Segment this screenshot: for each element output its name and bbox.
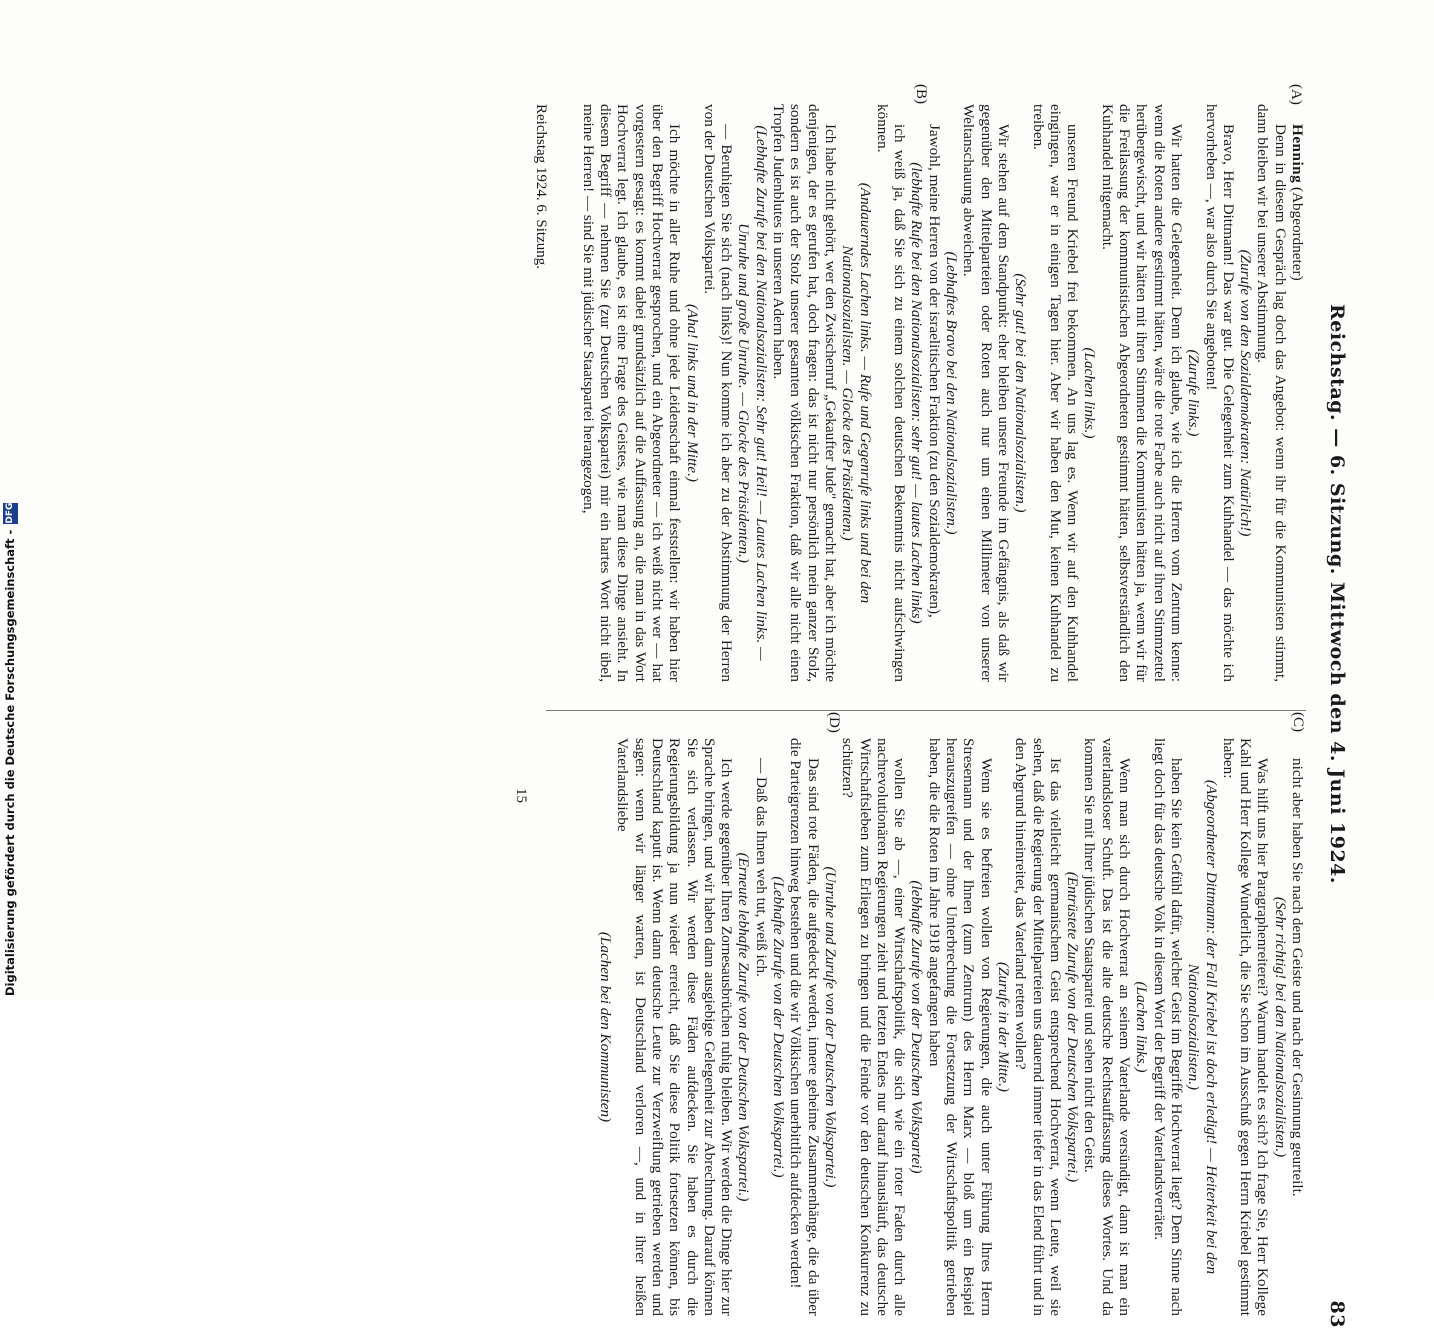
- speaker-line: [1289, 104, 1306, 682]
- stage-direction: (lebhafte Zurufe von der Deutschen Volkspartei): [908, 880, 926, 1174]
- stage-direction: (Erneute lebhafte Zurufe von der Deutschen Volkspartei.): [735, 852, 753, 1202]
- stage-direction: (Lachen links.): [1081, 347, 1099, 439]
- stage-direction: (Abgeordneter Dittmann: der Fall Kriebel ist doch erledigt! — Heiterkeit bei den Nationalsozialisten.): [1185, 779, 1220, 1275]
- speech-paragraph: Ist das vielleicht germanischem Geist entsprechend Hochverrat, wenn Leute, weil sie sehen, daß die Regierung der Mittelparteien uns dauernd immer tiefer in das Elend führt und in den Abgrund hineinreitet, das Vaterland retten wollen?: [1012, 738, 1064, 1316]
- speech-paragraph: Bravo, Herr Dittmann! Das war gut. Die Gelegenheit zum Kuhhandel — das möchte ich hervorheben —, war also durch Sie angeboten!: [1202, 104, 1237, 682]
- speech-paragraph: Wenn man sich durch Hochverrat an seinem Vaterlande versündigt, dann ist man ein vaterlandsloser Schuft. Das ist die alte deutsche Rechtsauffassung dieses Wortes. Und da kommen Sie mit Ihrer jüdischen Staatspartei und sehen nicht den Geist.: [1081, 738, 1134, 1316]
- speech-paragraph: Wir stehen auf dem Standpunkt: eher bleiben unsere Freunde im Gefängnis, als daß wir gegenüber den Mittelparteien oder Roten auch nur um einen Millimeter von unserer Weltanschauung abweichen.: [960, 104, 1012, 682]
- stage-direction: (Zurufe in der Mitte.): [994, 962, 1012, 1092]
- left-column: [566, 104, 1306, 682]
- speech-paragraph: Wenn sie es befreien wollen von Regierungen, die auch unter Führung Ihres Herrn Stresemann und der Ihnen (zum Zentrum) des Herrn Marx — bloß um ein Beispiel herauszugreifen — ohne Unterbrechung die Fortsetzung der Wirtschaftspolitik getrieben haben, die die Roten im Jahre 1918 angefangen haben: [925, 738, 995, 1316]
- speech-paragraph: nicht aber haben Sie nach dem Geiste und nach der Gesinnung geurteilt.: [1289, 758, 1306, 1197]
- stage-direction: (Lachen links.): [1133, 981, 1151, 1073]
- margin-mark-a: (A): [1288, 84, 1304, 105]
- margin-mark-c: (C): [1290, 712, 1306, 732]
- stage-direction: (Entrüstete Zurufe von der Deutschen Volkspartei.): [1064, 871, 1082, 1183]
- stage-direction: (Lebhafte Zurufe bei den Nationalsozialisten: Sehr gut! Heil! — Lautes Lachen links. — Unruhe und große Unruhe. — Glocke des Präsidenten.): [735, 125, 770, 661]
- dfg-logo-icon: DFG: [3, 503, 18, 524]
- footer-sheet-number: 15: [513, 788, 529, 803]
- stage-direction: (Zurufe von den Sozialdemokraten: Natürlich!): [1237, 249, 1255, 537]
- speech-paragraph: Jawohl, meine Herren von der israelitischen Fraktion (zu den Sozialdemokraten),: [925, 124, 943, 618]
- speech-paragraph: wollen Sie ab —, einer Wirtschaftspolitik, die sich wie ein roter Faden durch alle nachrevolutionären Regierungen zieht und letzten Endes nur darauf hinausläuft, das deutsche Wirtschaftsleben zum Erliegen zu bringen und die Feinde vor den deutschen Konkurrenz zu schützen?: [839, 738, 909, 1316]
- margin-mark-d: (D): [826, 712, 842, 733]
- speaker-role: (Abgeordneter): [1289, 187, 1306, 281]
- stage-direction: (Andauerndes Lachen links. — Rufe und Gegenrufe links und bei den Nationalsozialisten. — Glocke des Präsidenten.): [839, 182, 874, 604]
- column-divider: [546, 710, 1306, 711]
- credit-text: Digitalisierung gefördert durch die Deutsche Forschungsgemeinschaft -: [3, 529, 17, 996]
- speech-paragraph: ich weiß ja, daß Sie sich zu einem solchen deutschen Bekenntnis nicht aufschwingen können.: [873, 104, 909, 682]
- page-number: 83: [1326, 1300, 1348, 1328]
- digitization-credit: [0, 502, 20, 996]
- stage-direction: (Lachen bei den Kommunisten): [597, 931, 615, 1123]
- running-head-line: [1314, 104, 1348, 1328]
- speech-paragraph: Das sind rote Fäden, die aufgedeckt werden, innere geheime Zusammenhänge, die da über die Parteigrenzen hinweg bestehen und die wir Völkischen unerbittlich aufdecken werden!: [787, 738, 822, 1316]
- running-head: Reichstag. — 6. Sitzung. Mittwoch den 4. Juni 1924.: [1326, 304, 1348, 885]
- stage-direction: (Sehr richtig! bei den Nationalsozialisten.): [1271, 896, 1289, 1158]
- stage-direction: (Lebhaftes Bravo bei den Nationalsozialisten.): [943, 251, 961, 535]
- speech-paragraph: haben Sie kein Gefühl dafür, welcher Geist im Begriffe Hochverrat liegt? Dem Sinne nach liegt doch für das deutsche Volk in diesem Wort der Begriff der Vaterlandsverräter.: [1150, 738, 1185, 1316]
- stage-direction: (Lebhafte Zurufe von der Deutschen Volkspartei.): [770, 876, 788, 1178]
- stage-direction: (Aha! links und in der Mitte.): [683, 304, 701, 482]
- right-column: [566, 738, 1306, 1316]
- speaker-name: Henning: [1289, 124, 1306, 184]
- speech-paragraph: Denn in diesem Gespräch lag doch das Angebot: wenn ihr für die Kommunisten stimmt, dann bleiben wir bei unserer Abstimmung.: [1254, 104, 1289, 682]
- speech-paragraph: Ich werde gegenüber Ihren Zornesausbrüchen ruhig bleiben. Wir werden die Dinge hier zur Sprache bringen, und wir haben dann ausgiebige Gelegenheit zur Abrechnung. Darauf können Sie sich verlassen. Wir werden diese Fäden aufdecken. Sie haben es durch die Regierungsbildung ja nun wieder erreicht, daß Sie diese Politik fortsetzen können, bis Deutschland kaputt ist. Wenn dann deutsche Leute zur Verzweiflung getrieben werden und sagen: wenn wir länger warten, ist Deutschland verloren —, und in ihrer heißen Vaterlandsliebe: [614, 738, 736, 1316]
- speech-paragraph: — Beruhigen Sie sich (nach links)! Nun komme ich aber zu der Abstimmung der Herren von der Deutschen Volkspartei.: [700, 104, 736, 682]
- speech-paragraph: Was hilft uns hier Paragraphenreiterei? Warum handelt es sich? Ich frage Sie, Herr Kollege Kahl und Herr Kollege Wunderlich, die Sie schon im Ausschuß gegen Herrn Kriebel gestimmt haben:: [1219, 738, 1272, 1316]
- footer-session: Reichstag 1924. 6. Sitzung.: [533, 104, 549, 269]
- stage-direction: (Sehr gut! bei den Nationalsozialisten.): [1012, 273, 1030, 513]
- speech-paragraph: unseren Freund Kriebel frei bekommen. An uns lag es. Wenn wir auf den Kuhhandel eingingen, war er in einigen Tagen hier. Aber wir haben den Mut, keinen Kuhhandel zu treiben.: [1029, 104, 1082, 682]
- stage-direction: (Zurufe links.): [1185, 349, 1203, 437]
- stage-direction: (lebhafte Rufe bei den Nationalsozialisten: sehr gut! — lautes Lachen links): [908, 162, 926, 624]
- speech-paragraph: Wir hatten die Gelegenheit. Denn ich glaube, wie ich die Herren vom Zentrum kenne: wenn die Roten andere gestimmt hätten, wäre die rote Farbe auch nicht auf ihren Stimmzettel herübergewischt, und wir hätten mit ihren Stimmen die Kommunisten hätten ja, wenn wir für die Freilassung der kommunistischen Abgeordneten gestimmt hätten, selbstverständlich den Kuhhandel mitgemacht.: [1098, 104, 1185, 682]
- speech-paragraph: Ich habe nicht gehört, wer den Zwischenruf „Gekaufter Jude" gemacht hat, aber ich möchte denjenigen, der es gerufen hat, doch fragen: das ist nicht nur persönlich mein ganzer Stolz, sondern es ist auch der Stolz unserer gesamten völkischen Fraktion, daß wir alle nicht einen Tropfen Judenblutes in unseren Adern haben.: [770, 104, 839, 682]
- stage-direction: (Unruhe und Zurufe von der Deutschen Volkspartei.): [821, 866, 839, 1188]
- margin-mark-b: (B): [913, 84, 929, 104]
- speech-paragraph: Ich möchte in aller Ruhe und ohne jede Leidenschaft einmal feststellen: wir haben hier über den Begriff Hochverrat gesprochen, und ein Abgeordneter — ich weiß nicht wer — hat vorgestern gesagt: es kommt dabei grundsätzlich auf die Auffassung an, die man in das Wort Hochverrat legt. Ich glaube, es ist eine Frage des Geistes, wie man diese Dinge ansieht. In diesem Begriff — nehmen Sie (zur Deutschen Volkspartei) mir ein hartes Wort nicht übel, meine Herren! — sind Sie mit jüdischer Staatspartei herangezogen,: [579, 104, 684, 682]
- speech-paragraph: — Daß das Ihnen weh tut, weiß ich.: [752, 758, 770, 977]
